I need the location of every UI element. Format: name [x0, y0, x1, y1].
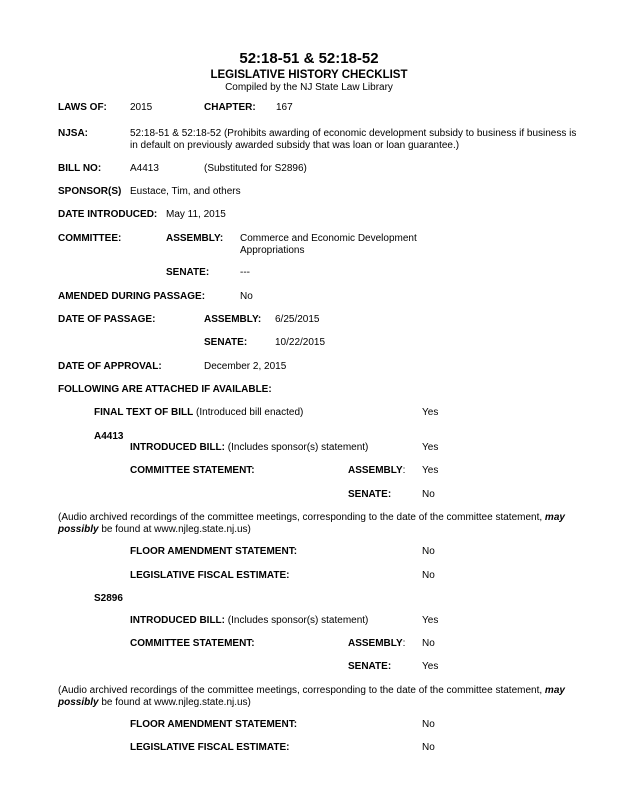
attached-heading: FOLLOWING ARE ATTACHED IF AVAILABLE:: [58, 384, 272, 395]
a4413-fiscal-estimate-value: No: [422, 570, 435, 581]
passage-assembly-value: 6/25/2015: [275, 314, 320, 325]
final-text-label: FINAL TEXT OF BILL: [94, 407, 194, 418]
njsa-label: NJSA:: [58, 128, 89, 139]
s2896-introduced-note: (Includes sponsor(s) statement): [227, 615, 369, 626]
a4413-floor-amendment-value: No: [422, 546, 435, 557]
passage-senate-value: 10/22/2015: [275, 337, 326, 348]
a4413-committee-label: COMMITTEE STATEMENT:: [130, 465, 255, 476]
s2896-fiscal-estimate-value: No: [422, 742, 435, 753]
a4413-committee-assembly-value: Yes: [422, 465, 439, 476]
s2896-introduced-row: [130, 615, 368, 627]
date-introduced-value: May 11, 2015: [166, 209, 226, 220]
compiled-by: Compiled by the NJ State Law Library: [225, 82, 393, 93]
a4413-introduced-value: Yes: [422, 442, 439, 453]
page-subtitle: LEGISLATIVE HISTORY CHECKLIST: [210, 69, 408, 81]
committee-senate-value: ---: [240, 267, 250, 278]
laws-of-label: LAWS OF:: [58, 102, 107, 113]
sponsors-label: SPONSOR(S): [58, 186, 122, 197]
a4413-fiscal-estimate-label: LEGISLATIVE FISCAL ESTIMATE:: [130, 570, 290, 581]
a4413-introduced-row: [130, 442, 368, 454]
committee-assembly-value: Commerce and Economic Development Appropriations: [240, 233, 417, 256]
s2896-fiscal-estimate-label: LEGISLATIVE FISCAL ESTIMATE:: [130, 742, 290, 753]
final-text-row: [94, 407, 303, 419]
bill-no-note: (Substituted for S2896): [204, 163, 307, 174]
s2896-floor-amendment-label: FLOOR AMENDMENT STATEMENT:: [130, 719, 298, 730]
page-title: 52:18-51 & 52:18-52: [239, 50, 379, 67]
passage-assembly-label: ASSEMBLY:: [204, 314, 262, 325]
bill-no-value: A4413: [130, 163, 159, 174]
s2896-audio-note: (Audio archived recordings of the committee meetings, corresponding to the date of the committee statement, may possibly be found at www.njleg.state.nj.us): [58, 685, 565, 708]
a4413-committee-senate-value: No: [422, 489, 435, 500]
sponsors-value: Eustace, Tim, and others: [130, 186, 241, 197]
amended-label: AMENDED DURING PASSAGE:: [58, 291, 206, 302]
a4413-floor-amendment-label: FLOOR AMENDMENT STATEMENT:: [130, 546, 298, 557]
final-text-value: Yes: [422, 407, 439, 418]
date-of-passage-label: DATE OF PASSAGE:: [58, 314, 156, 325]
passage-senate-label: SENATE:: [204, 337, 248, 348]
final-text-note: (Introduced bill enacted): [196, 407, 304, 418]
a4413-introduced-label: INTRODUCED BILL:: [130, 442, 225, 453]
bill-a4413-heading: A4413: [94, 431, 124, 442]
date-of-approval-value: December 2, 2015: [204, 361, 287, 372]
s2896-committee-assembly-label: ASSEMBLY:: [348, 638, 406, 649]
njsa-value: 52:18-51 & 52:18-52 (Prohibits awarding of economic development subsidy to business if business is in default on previously awarded subsidy that was loan or loan guarantee.): [130, 128, 577, 151]
committee-assembly-label: ASSEMBLY:: [166, 233, 224, 244]
bill-no-label: BILL NO:: [58, 163, 102, 174]
s2896-committee-senate-value: Yes: [422, 661, 439, 672]
committee-senate-label: SENATE:: [166, 267, 210, 278]
a4413-committee-assembly-label: ASSEMBLY:: [348, 465, 406, 476]
s2896-committee-senate-label: SENATE:: [348, 661, 392, 672]
a4413-committee-senate-label: SENATE:: [348, 489, 392, 500]
chapter-label: CHAPTER:: [204, 102, 256, 113]
s2896-introduced-value: Yes: [422, 615, 439, 626]
committee-label: COMMITTEE:: [58, 233, 122, 244]
a4413-introduced-note: (Includes sponsor(s) statement): [227, 442, 369, 453]
chapter-value: 167: [276, 102, 293, 113]
amended-value: No: [240, 291, 253, 302]
bill-s2896-heading: S2896: [94, 593, 123, 604]
date-of-approval-label: DATE OF APPROVAL:: [58, 361, 162, 372]
date-introduced-label: DATE INTRODUCED:: [58, 209, 158, 220]
laws-of-value: 2015: [130, 102, 153, 113]
s2896-committee-assembly-value: No: [422, 638, 435, 649]
a4413-audio-note: (Audio archived recordings of the committee meetings, corresponding to the date of the committee statement, may possibly be found at www.njleg.state.nj.us): [58, 512, 565, 535]
s2896-committee-label: COMMITTEE STATEMENT:: [130, 638, 255, 649]
s2896-floor-amendment-value: No: [422, 719, 435, 730]
s2896-introduced-label: INTRODUCED BILL:: [130, 615, 225, 626]
